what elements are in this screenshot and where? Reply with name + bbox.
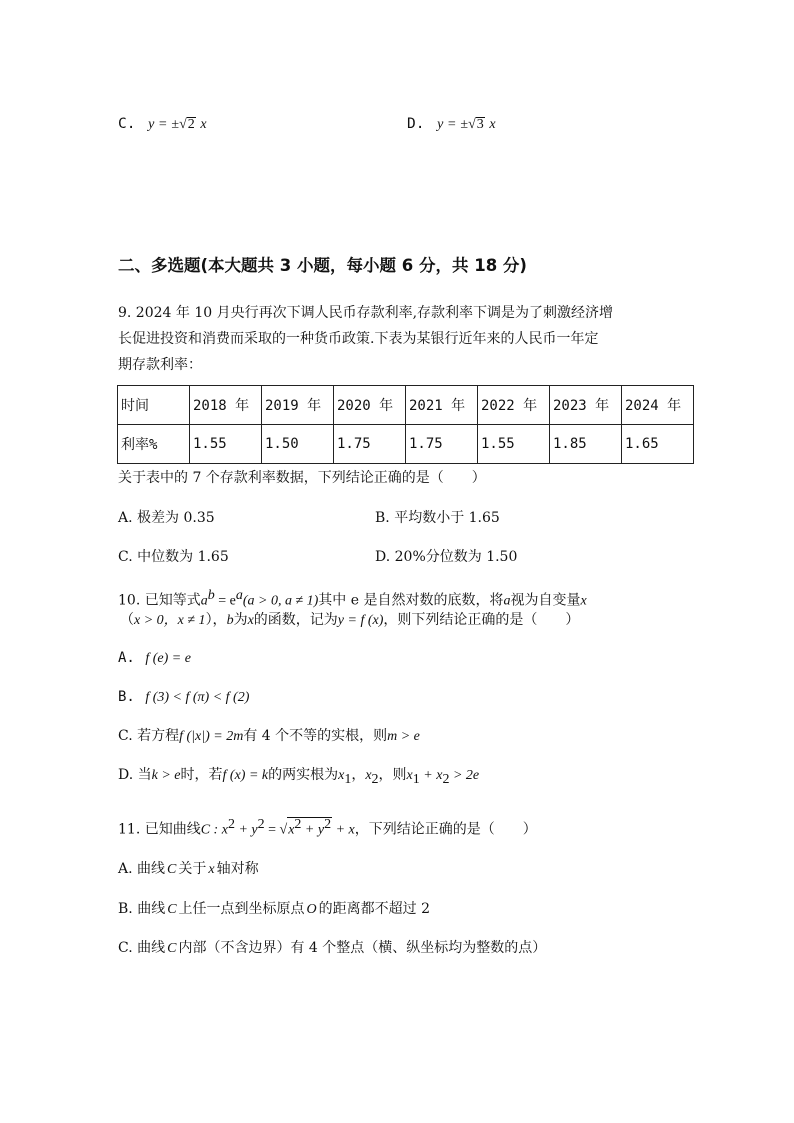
math-sub: 2 bbox=[442, 771, 450, 787]
text: A. 曲线 bbox=[118, 861, 166, 877]
table-cell: 2024 年 bbox=[622, 386, 694, 425]
text: ，则 bbox=[378, 767, 407, 783]
sqrt-sign: √ bbox=[468, 117, 476, 132]
math-sup: 2 bbox=[324, 817, 332, 832]
text: 上任一点到坐标原点 bbox=[178, 901, 305, 917]
math-var: x bbox=[247, 613, 254, 628]
math: x > 0，x ≠ 1 bbox=[134, 613, 206, 628]
math-op: = bbox=[447, 117, 456, 132]
math-var: O bbox=[306, 902, 317, 917]
math-var: y bbox=[437, 117, 444, 132]
math-sub: 1 bbox=[412, 771, 420, 787]
text: C. 若方程 bbox=[118, 728, 180, 744]
math: a bbox=[200, 593, 208, 609]
math-var: x bbox=[365, 768, 372, 783]
q10-option-b bbox=[118, 687, 249, 708]
q11-option-b bbox=[118, 899, 430, 920]
math: x bbox=[288, 822, 295, 838]
q11-stem bbox=[118, 815, 537, 841]
q9-option-b: B. 平均数小于 1.65 bbox=[375, 510, 500, 526]
math: = bbox=[264, 822, 280, 838]
table-row bbox=[118, 386, 694, 425]
text: 有 4 个不等的实根，则 bbox=[243, 728, 388, 744]
math: x bbox=[406, 768, 413, 783]
q9-question: 关于表中的 7 个存款利率数据，下列结论正确的是（ ） bbox=[118, 470, 486, 486]
sqrt-sign: √ bbox=[179, 117, 187, 132]
option-label: D. bbox=[407, 116, 425, 132]
math: (a > 0, a ≠ 1) bbox=[242, 593, 319, 609]
text: 时，若 bbox=[180, 767, 223, 783]
math: > 2e bbox=[449, 768, 480, 783]
math-sub: 1 bbox=[344, 771, 352, 787]
q9-option-c: C. 中位数为 1.65 bbox=[118, 549, 229, 565]
math-var: a bbox=[503, 593, 511, 609]
math: f (|x|) = 2m bbox=[179, 729, 244, 744]
table-cell: 1.50 bbox=[262, 425, 334, 464]
text: ，下列结论正确的是（ ） bbox=[354, 821, 537, 838]
table-cell: 利率% bbox=[118, 425, 190, 464]
option-label: A. bbox=[118, 650, 135, 666]
math-var: x bbox=[580, 593, 587, 609]
text: 的函数，记为 bbox=[253, 612, 338, 628]
text: 视为自变量 bbox=[510, 592, 581, 609]
math: + y bbox=[234, 822, 258, 838]
text: 轴对称 bbox=[216, 861, 259, 877]
q10-stem-line2 bbox=[120, 610, 579, 631]
math-var: x bbox=[489, 117, 496, 132]
table-cell: 1.75 bbox=[406, 425, 478, 464]
table-cell: 2021 年 bbox=[406, 386, 478, 425]
text: ，则下列结论正确的是（ ） bbox=[383, 612, 580, 628]
math-op: = bbox=[158, 117, 167, 132]
text: ， bbox=[351, 767, 366, 783]
table-cell: 2018 年 bbox=[190, 386, 262, 425]
math: k > e bbox=[151, 768, 181, 783]
option-label: C. bbox=[118, 116, 136, 132]
table-cell: 1.55 bbox=[190, 425, 262, 464]
math-op: ± bbox=[460, 117, 469, 132]
q9-stem-line1: 9. 2024 年 10 月央行再次下调人民币存款利率,存款利率下调是为了刺激经济增 bbox=[118, 305, 614, 321]
math: + y bbox=[301, 822, 325, 838]
table-cell: 1.65 bbox=[622, 425, 694, 464]
table-cell: 1.85 bbox=[550, 425, 622, 464]
q11-option-a bbox=[118, 859, 259, 880]
math: f (e) = e bbox=[145, 651, 191, 666]
math-var: y bbox=[148, 117, 155, 132]
q11-option-c bbox=[118, 938, 546, 959]
q10-option-a bbox=[118, 648, 191, 669]
text: ）， bbox=[205, 612, 227, 628]
math: f (3) < f (π) < f (2) bbox=[145, 690, 250, 705]
sqrt-sign: √ bbox=[279, 822, 288, 838]
math-var: C bbox=[167, 862, 177, 877]
table-row bbox=[118, 425, 694, 464]
math: m > e bbox=[387, 729, 420, 744]
q9-stem-line3: 期存款利率： bbox=[118, 357, 202, 373]
q10-stem-line1 bbox=[118, 586, 587, 612]
text: 的距离都不超过 2 bbox=[318, 901, 431, 917]
math: + x bbox=[332, 822, 355, 838]
math-sub: 2 bbox=[371, 771, 379, 787]
math-var: b bbox=[226, 613, 234, 628]
q10-option-c bbox=[118, 726, 420, 747]
text: （ bbox=[120, 612, 134, 628]
text: 为 bbox=[233, 612, 248, 628]
text: 11. 已知曲线 bbox=[118, 821, 201, 838]
sqrt-radicand: 2 bbox=[187, 117, 195, 132]
text: 10. 已知等式 bbox=[118, 592, 201, 609]
math: C : x bbox=[200, 822, 228, 838]
rate-table bbox=[117, 385, 694, 464]
table-cell: 2022 年 bbox=[478, 386, 550, 425]
text: 其中 e 是自然对数的底数，将 bbox=[318, 592, 504, 609]
sqrt-radicand: 3 bbox=[476, 117, 484, 132]
math-sup: a bbox=[235, 588, 243, 603]
math: y = f (x) bbox=[337, 613, 384, 628]
option-label: B. bbox=[118, 689, 135, 705]
text: 的两实根为 bbox=[268, 767, 339, 783]
math-var: C bbox=[167, 902, 177, 917]
q9-option-d: D. 20%分位数为 1.50 bbox=[375, 549, 518, 565]
math-var: x bbox=[200, 117, 207, 132]
table-cell: 1.55 bbox=[478, 425, 550, 464]
text: B. 曲线 bbox=[118, 901, 166, 917]
math-op: ± bbox=[171, 117, 180, 132]
math-var: x bbox=[338, 768, 345, 783]
table-cell: 时间 bbox=[118, 386, 190, 425]
text: 内部（不含边界）有 4 个整点（横、纵坐标均为整数的点） bbox=[178, 940, 547, 956]
table-cell: 2023 年 bbox=[550, 386, 622, 425]
math-sup: b bbox=[207, 588, 215, 603]
q8-option-c bbox=[118, 114, 207, 135]
math: + x bbox=[419, 768, 443, 783]
q10-option-d bbox=[118, 765, 479, 790]
text: 关于 bbox=[178, 861, 207, 877]
math-sup: 2 bbox=[294, 817, 302, 832]
math: f (x) = k bbox=[222, 768, 269, 783]
table-cell: 2020 年 bbox=[334, 386, 406, 425]
table-cell: 2019 年 bbox=[262, 386, 334, 425]
math: = e bbox=[214, 593, 236, 609]
q9-option-a: A. 极差为 0.35 bbox=[118, 510, 215, 526]
text: D. 当 bbox=[118, 767, 152, 783]
math-sup: 2 bbox=[257, 817, 265, 832]
q8-option-d bbox=[407, 114, 496, 135]
section-heading: 二、多选题(本大题共 3 小题，每小题 6 分，共 18 分) bbox=[118, 256, 527, 275]
q9-stem-line2: 长促进投资和消费而采取的一种货币政策.下表为某银行近年来的人民币一年定 bbox=[118, 331, 599, 347]
math-var: C bbox=[167, 941, 177, 956]
sqrt-radicand bbox=[287, 817, 332, 838]
text: C. 曲线 bbox=[118, 940, 166, 956]
table-cell: 1.75 bbox=[334, 425, 406, 464]
math-sup: 2 bbox=[227, 817, 235, 832]
math-var: x bbox=[208, 862, 215, 877]
